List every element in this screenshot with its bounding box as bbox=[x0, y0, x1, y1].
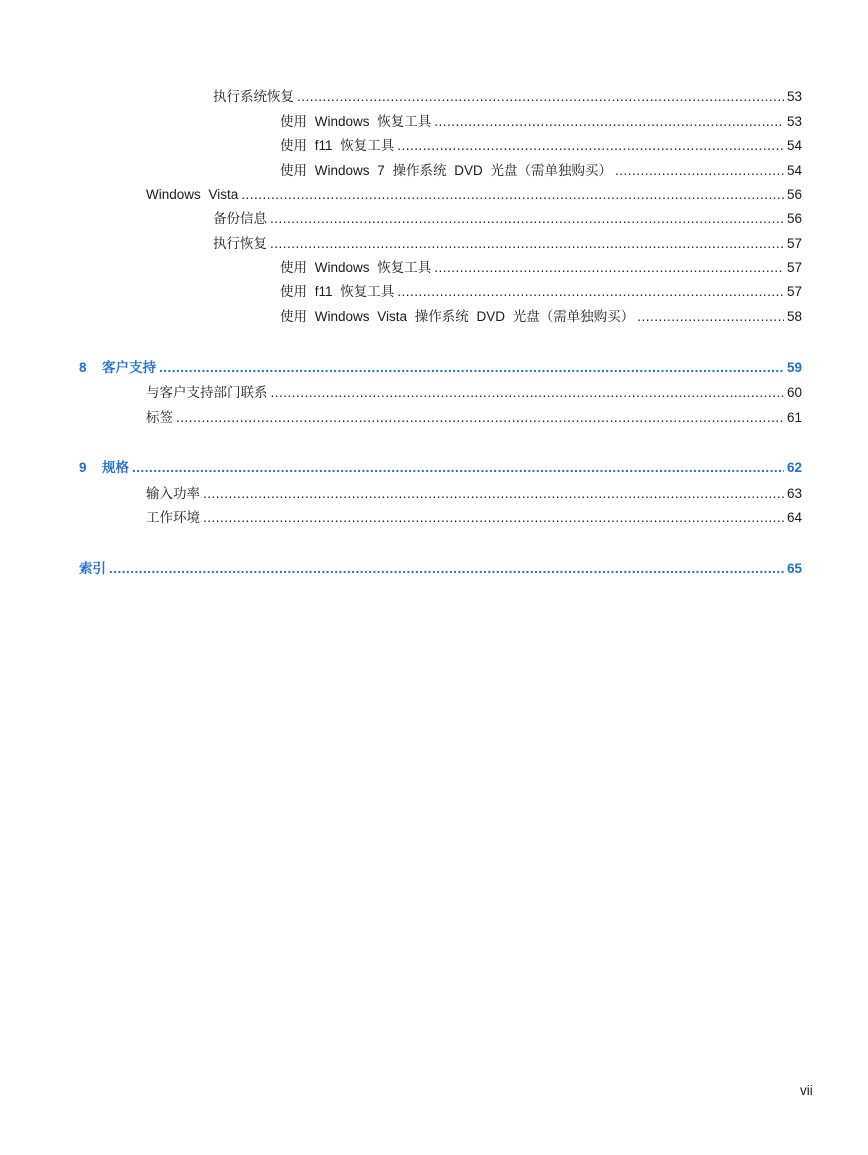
dot-leader bbox=[159, 359, 784, 377]
toc-index-entry[interactable] bbox=[79, 560, 802, 578]
toc-entry-label: 工作环境 bbox=[146, 510, 200, 525]
toc-entry[interactable] bbox=[146, 384, 802, 402]
toc-entry-label: 执行恢复 bbox=[213, 236, 267, 251]
dot-leader bbox=[271, 384, 784, 402]
toc-page-number: 54 bbox=[786, 163, 802, 178]
toc-entry[interactable] bbox=[280, 259, 802, 277]
toc-entry-label: 使用 f11 恢复工具 bbox=[280, 138, 395, 153]
toc-entry[interactable] bbox=[213, 210, 802, 228]
dot-leader bbox=[397, 283, 784, 301]
toc-page-number: 56 bbox=[786, 187, 802, 202]
toc-entry-label: 使用 Windows 7 操作系统 DVD 光盘（需单独购买） bbox=[280, 163, 613, 178]
dot-leader bbox=[297, 88, 784, 106]
chapter-number: 8 bbox=[79, 360, 87, 375]
dot-leader bbox=[241, 186, 784, 204]
toc-entry[interactable] bbox=[213, 235, 802, 253]
dot-leader bbox=[176, 409, 784, 427]
dot-leader bbox=[203, 485, 784, 503]
toc-entry[interactable] bbox=[280, 283, 802, 301]
toc-page-number: 54 bbox=[786, 138, 802, 153]
toc-entry[interactable] bbox=[146, 485, 802, 503]
toc-entry[interactable] bbox=[146, 409, 802, 427]
toc-page-number: 56 bbox=[786, 211, 802, 226]
toc-page-number: 64 bbox=[786, 510, 802, 525]
dot-leader bbox=[434, 113, 784, 131]
toc-entry[interactable] bbox=[280, 113, 802, 131]
toc-entry[interactable] bbox=[280, 137, 802, 155]
dot-leader bbox=[270, 210, 784, 228]
toc-page-number: 53 bbox=[786, 114, 802, 129]
toc-entry-label: 标签 bbox=[146, 410, 173, 425]
toc-page-number: 57 bbox=[786, 284, 802, 299]
toc-entry[interactable] bbox=[280, 162, 802, 180]
page-footer-number: vii bbox=[800, 1083, 813, 1098]
toc-entry-label: 备份信息 bbox=[213, 211, 267, 226]
toc-entry-label: 执行系统恢复 bbox=[213, 89, 294, 104]
toc-page-number: 57 bbox=[786, 236, 802, 251]
dot-leader bbox=[132, 459, 784, 477]
dot-leader bbox=[270, 235, 784, 253]
toc-entry-label: 使用 Windows 恢复工具 bbox=[280, 114, 432, 129]
chapter-title: 规格 bbox=[102, 460, 129, 475]
toc-page-number: 62 bbox=[786, 460, 802, 475]
toc-entry-label: Windows Vista bbox=[146, 187, 239, 202]
toc-page-number: 53 bbox=[786, 89, 802, 104]
toc-page-number: 60 bbox=[786, 385, 802, 400]
toc-entry[interactable] bbox=[213, 88, 802, 106]
toc-page-number: 65 bbox=[786, 561, 802, 576]
toc-chapter-entry[interactable] bbox=[79, 359, 802, 377]
toc-chapter-label bbox=[79, 359, 156, 377]
toc-entry-label: 输入功率 bbox=[146, 486, 200, 501]
dot-leader bbox=[203, 509, 784, 527]
toc-entry-label: 与客户支持部门联系 bbox=[146, 385, 268, 400]
dot-leader bbox=[615, 162, 784, 180]
toc-page-number: 57 bbox=[786, 260, 802, 275]
toc-entry[interactable] bbox=[280, 308, 802, 326]
toc-page-number: 59 bbox=[786, 360, 802, 375]
dot-leader bbox=[637, 308, 784, 326]
dot-leader bbox=[397, 137, 784, 155]
toc-page-number: 61 bbox=[786, 410, 802, 425]
toc-entry-label: 使用 Windows Vista 操作系统 DVD 光盘（需单独购买） bbox=[280, 309, 635, 324]
toc-page-number: 58 bbox=[786, 309, 802, 324]
chapter-number: 9 bbox=[79, 460, 87, 475]
toc-entry[interactable] bbox=[146, 509, 802, 527]
toc-entry-label: 使用 f11 恢复工具 bbox=[280, 284, 395, 299]
chapter-title: 客户支持 bbox=[102, 360, 156, 375]
toc-page-number: 63 bbox=[786, 486, 802, 501]
toc-chapter-label bbox=[79, 459, 129, 477]
toc-chapter-label: 索引 bbox=[79, 561, 106, 576]
dot-leader bbox=[109, 560, 784, 578]
toc-entry-label: 使用 Windows 恢复工具 bbox=[280, 260, 432, 275]
toc-entry[interactable] bbox=[146, 186, 802, 204]
dot-leader bbox=[434, 259, 784, 277]
toc-chapter-entry[interactable] bbox=[79, 459, 802, 477]
